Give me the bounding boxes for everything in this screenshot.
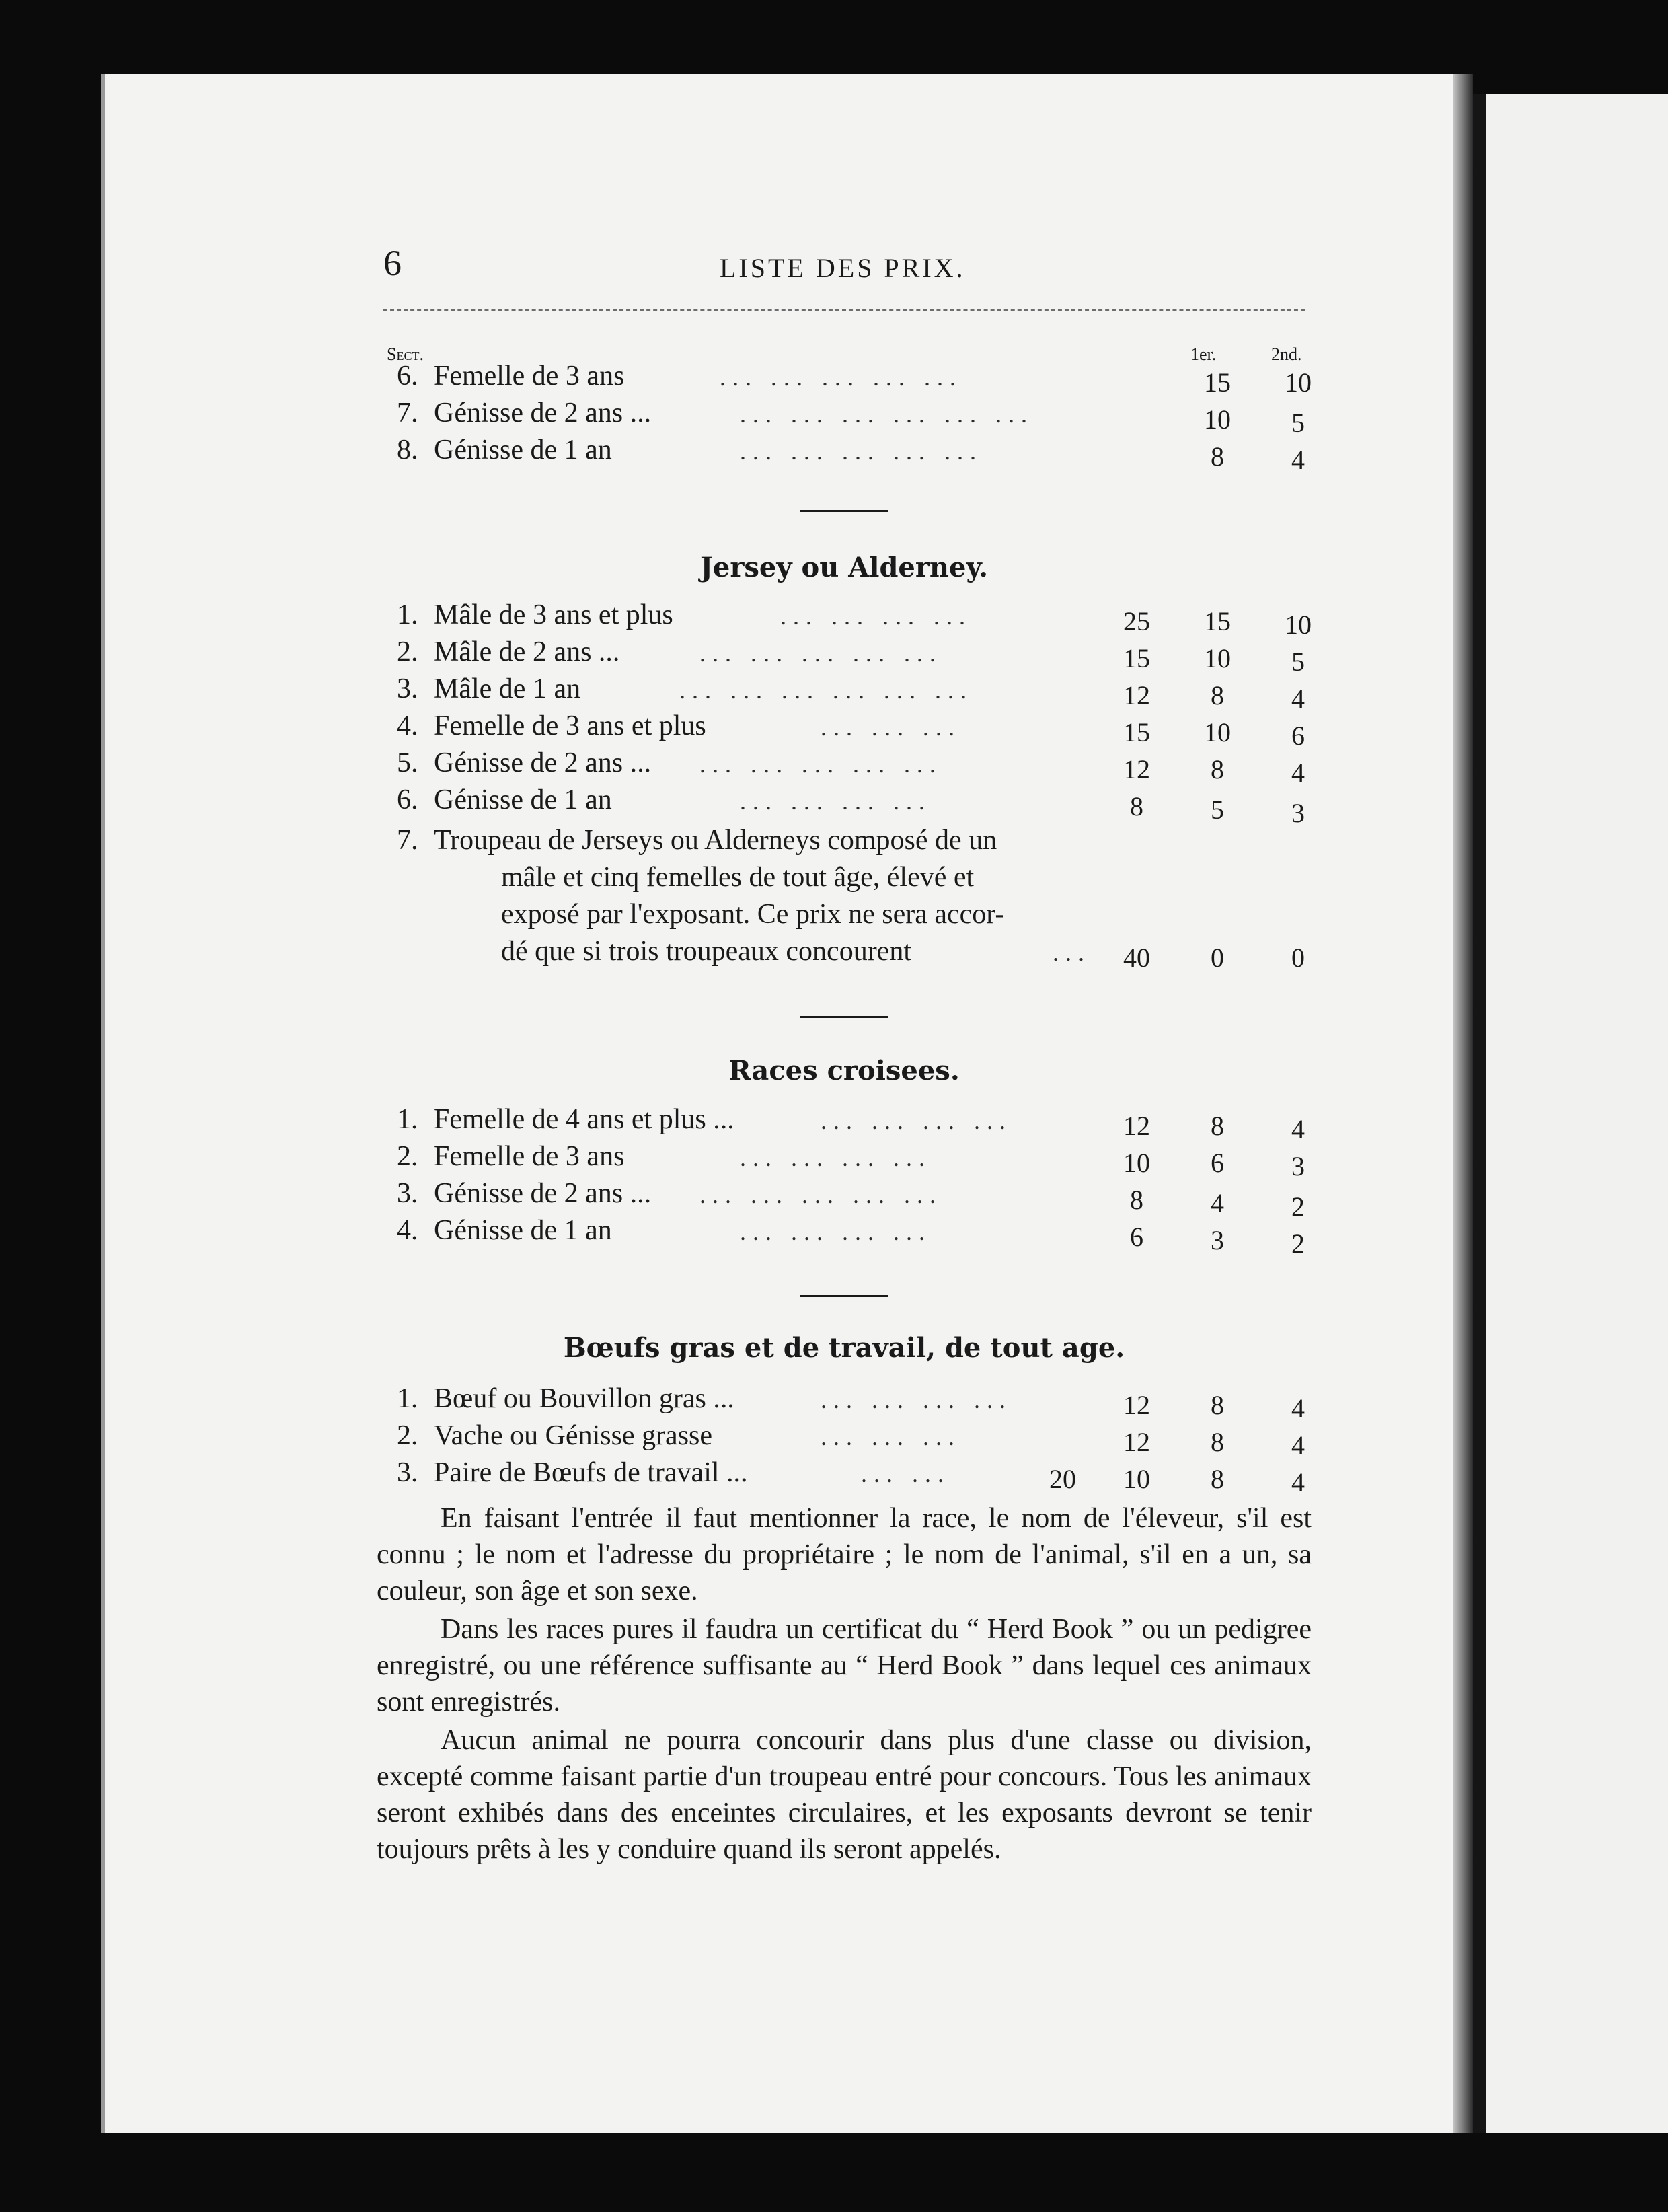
leader-dots: ... ... ... ... <box>740 1144 932 1171</box>
prize-second: 4 <box>1291 445 1305 475</box>
list-item: 7. Troupeau de Jerseys ou Alderneys composé de un <box>397 825 997 856</box>
header-rule <box>383 309 1305 311</box>
prize-second: 5 <box>1211 795 1224 825</box>
facing-page <box>1486 94 1668 2133</box>
prize-third: 3 <box>1291 1151 1305 1181</box>
prize-first: 12 <box>1123 1390 1150 1420</box>
list-item: 5. Génisse de 2 ans ... <box>397 747 652 778</box>
prize-first: 6 <box>1130 1222 1143 1252</box>
prize-second: 15 <box>1204 606 1231 636</box>
section-divider <box>800 510 888 512</box>
prize-third: 4 <box>1291 1430 1305 1461</box>
leader-dots: ... ... ... ... <box>740 788 932 815</box>
prize-third: 4 <box>1291 1467 1305 1498</box>
prize-second: 8 <box>1211 1390 1224 1420</box>
list-item: 6. Femelle de 3 ans <box>397 361 625 392</box>
leader-dots: ... ... ... ... <box>740 1218 932 1245</box>
list-item: 1. Femelle de 4 ans et plus ... <box>397 1104 734 1135</box>
list-item: 4. Femelle de 3 ans et plus <box>397 710 706 741</box>
prize-first: 8 <box>1130 1185 1143 1215</box>
leader-dots: ... ... ... ... ... <box>740 438 983 465</box>
list-item: 2. Femelle de 3 ans <box>397 1141 625 1172</box>
leader-dots: ... ... ... ... <box>821 1387 1012 1413</box>
prize-first: 10 <box>1123 1464 1150 1494</box>
list-item: 8. Génisse de 1 an <box>397 435 612 466</box>
section-title-croisees: Races croisees. <box>728 1055 960 1086</box>
prize-first: 10 <box>1204 404 1231 435</box>
list-item: 6. Génisse de 1 an <box>397 784 612 815</box>
prize-third: 3 <box>1291 798 1305 828</box>
prize-third: 10 <box>1285 610 1312 640</box>
prize-first: 25 <box>1123 606 1150 636</box>
list-item: 7. Génisse de 2 ans ... <box>397 398 652 429</box>
prize-second: 10 <box>1204 643 1231 673</box>
prize-first: 15 <box>1123 717 1150 747</box>
prize-second: 3 <box>1211 1225 1224 1255</box>
section-title-boeufs: Bœufs gras et de travail, de tout age. <box>563 1332 1125 1364</box>
prize-third: 0 <box>1291 943 1305 973</box>
paragraph-entry-rules: En faisant l'entrée il faut mentionner la race, le nom de l'éleveur, s'il est connu ; le nom et l'adresse du propriétaire ; le nom de l'animal, s'il en a un, sa couleur, son âge et son sexe. <box>377 1503 1312 1607</box>
prize-third: 4 <box>1291 1393 1305 1424</box>
leader-dots: ... ... ... ... <box>821 1107 1012 1134</box>
column-head-first: 1er. <box>1190 344 1217 364</box>
column-head-sect: Sect. <box>387 344 424 364</box>
prize-third: 4 <box>1291 1114 1305 1144</box>
leader-dots: ... ... ... <box>821 1424 961 1450</box>
prize-second: 8 <box>1211 1111 1224 1141</box>
prize-second: 0 <box>1211 943 1224 973</box>
prize-first: 12 <box>1123 1111 1150 1141</box>
leader-dots: ... ... ... <box>821 714 961 741</box>
leader-dots: ... ... ... ... <box>780 603 972 630</box>
leader-dots: ... ... ... ... ... <box>699 640 942 667</box>
list-item: 4. Génisse de 1 an <box>397 1215 612 1246</box>
prize-third: 5 <box>1291 647 1305 677</box>
leader-dots: ... ... ... ... ... <box>699 1181 942 1208</box>
leader-dots: ... ... ... ... ... ... <box>740 401 1034 428</box>
prize-second: 5 <box>1291 408 1305 438</box>
prize-first: 8 <box>1130 791 1143 821</box>
prize-first: 10 <box>1123 1148 1150 1178</box>
leader-dots: ... <box>1053 939 1091 966</box>
list-item: 3. Génisse de 2 ans ... <box>397 1178 652 1209</box>
leader-dots: ... ... ... ... ... ... <box>679 677 973 704</box>
prize-third: 4 <box>1291 684 1305 714</box>
prize-first: 12 <box>1123 1427 1150 1457</box>
page-edge <box>1453 74 1473 2133</box>
section-divider <box>800 1016 888 1018</box>
prize-first: 40 <box>1123 943 1150 973</box>
running-title: LISTE DES PRIX. <box>720 253 966 283</box>
prize-zero-column: 20 <box>1049 1464 1076 1494</box>
column-head-second: 2nd. <box>1271 344 1302 364</box>
item-description-line: exposé par l'exposant. Ce prix ne sera accor- <box>501 899 1005 930</box>
prize-second: 10 <box>1285 367 1312 398</box>
prize-second: 8 <box>1211 1464 1224 1494</box>
leader-dots: ... ... ... ... ... <box>699 751 942 778</box>
gutter-shadow <box>1473 94 1488 2133</box>
paragraph-classes: Aucun animal ne pourra concourir dans plus d'une classe ou division, excepté comme faisant partie d'un troupeau entré pour concours. Tous les animaux seront exhibés dans des enceintes circulaires, et les exposants devront se tenir toujours prêts à les y conduire quand ils seront appelés. <box>377 1725 1312 1865</box>
prize-second: 10 <box>1204 717 1231 747</box>
section-title-jersey: Jersey ou Alderney. <box>699 552 989 583</box>
list-item: 2. Mâle de 2 ans ... <box>397 636 620 667</box>
prize-first: 8 <box>1211 441 1224 472</box>
list-item: 3. Mâle de 1 an <box>397 673 581 704</box>
section-divider <box>800 1295 888 1297</box>
paragraph-herd-book: Dans les races pures il faudra un certificat du “ Herd Book ” ou un pedigree enregistré, ou une référence suffisante au “ Herd Book ” dans lequel ces animaux sont enregistrés. <box>377 1614 1312 1718</box>
prize-first: 15 <box>1123 643 1150 673</box>
page-number: 6 <box>383 243 402 283</box>
prize-second: 8 <box>1211 1427 1224 1457</box>
item-description-line: dé que si trois troupeaux concourent <box>501 936 911 967</box>
prize-third: 6 <box>1291 721 1305 751</box>
prize-third: 4 <box>1291 758 1305 788</box>
list-item: 1. Mâle de 3 ans et plus <box>397 599 673 630</box>
prize-first: 12 <box>1123 754 1150 784</box>
prize-first: 15 <box>1204 367 1231 398</box>
prize-third: 2 <box>1291 1228 1305 1259</box>
leader-dots: ... ... <box>861 1461 950 1487</box>
prize-second: 4 <box>1211 1188 1224 1218</box>
prize-second: 8 <box>1211 754 1224 784</box>
list-item: 3. Paire de Bœufs de travail ... <box>397 1457 748 1488</box>
prize-first: 12 <box>1123 680 1150 710</box>
leader-dots: ... ... ... ... ... <box>720 364 962 391</box>
item-description-line: mâle et cinq femelles de tout âge, élevé et <box>501 862 975 893</box>
prize-third: 2 <box>1291 1191 1305 1222</box>
prize-second: 6 <box>1211 1148 1224 1178</box>
list-item: 2. Vache ou Génisse grasse <box>397 1420 713 1451</box>
list-item: 1. Bœuf ou Bouvillon gras ... <box>397 1383 734 1414</box>
prize-second: 8 <box>1211 680 1224 710</box>
